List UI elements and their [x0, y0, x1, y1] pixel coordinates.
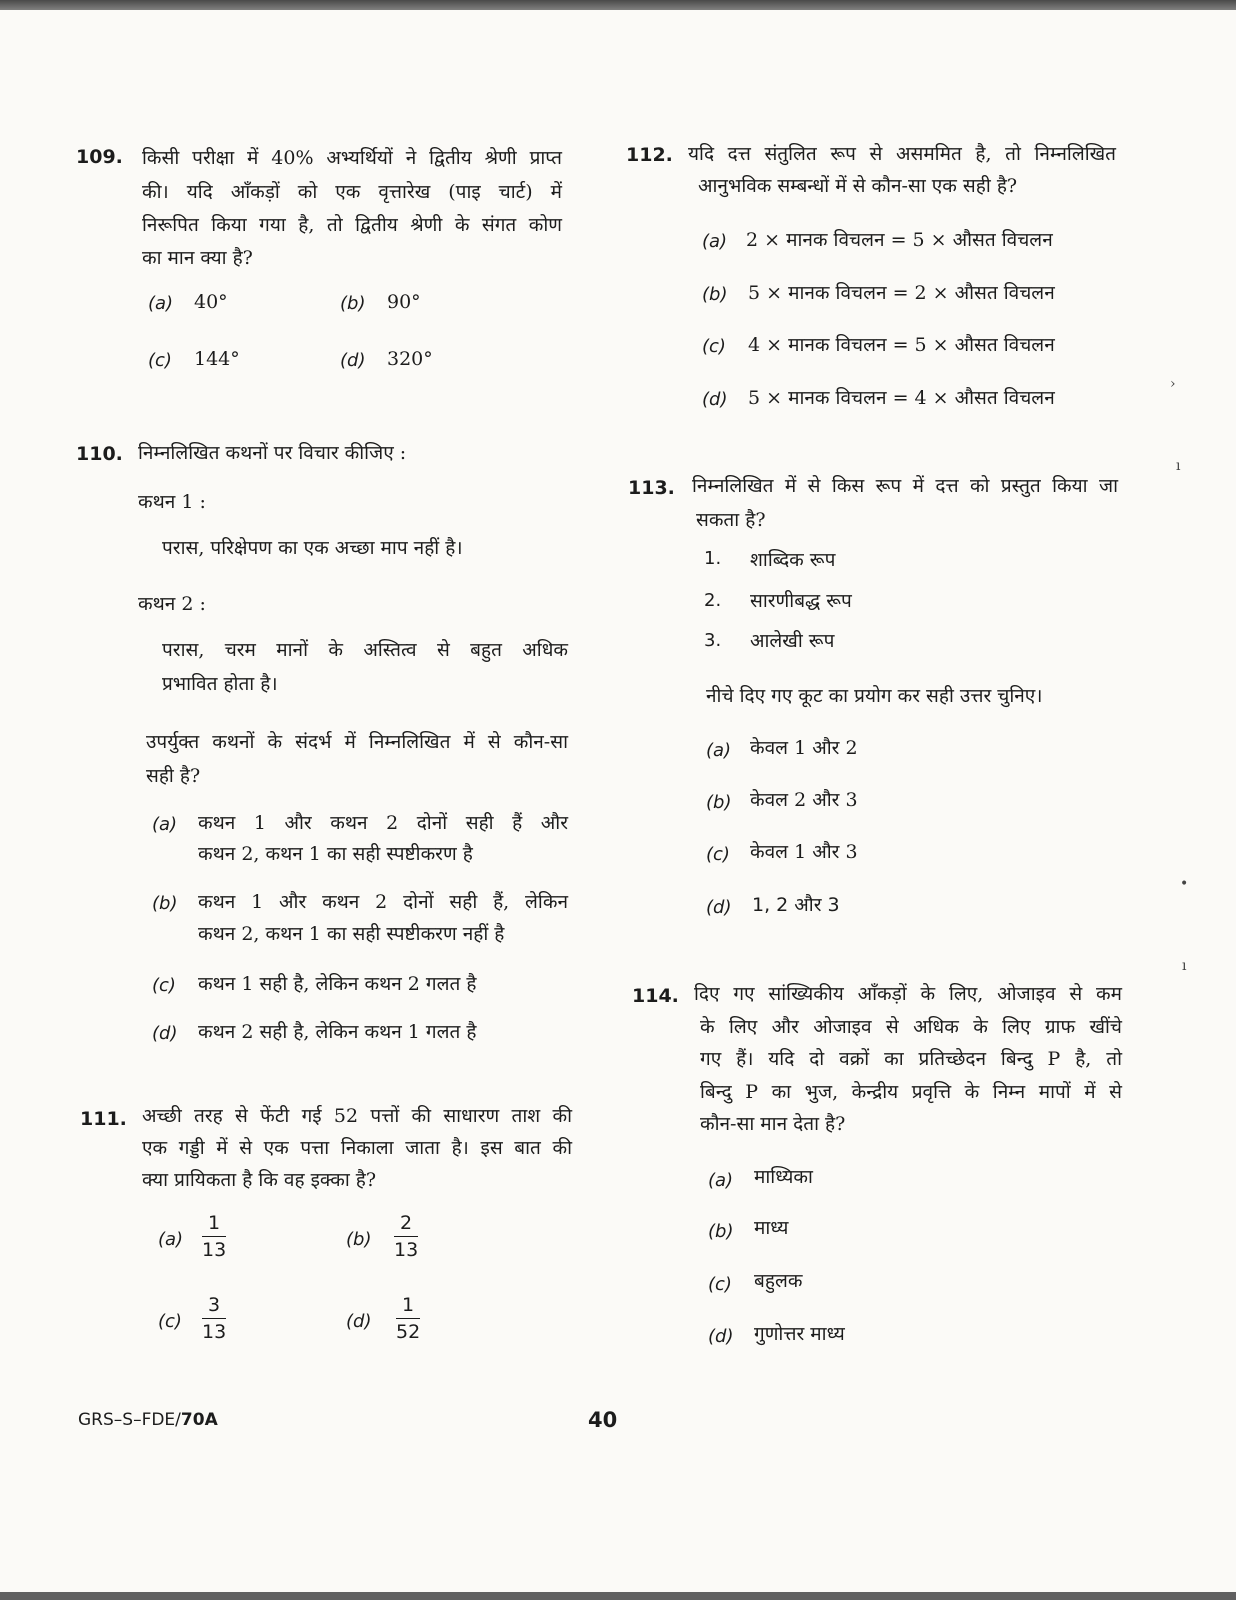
option-text: कथन 1 और कथन 2 दोनों सही हैं और	[198, 812, 568, 834]
question-text-line: आनुभविक सम्बन्धों में से कौन-सा एक सही है?	[698, 175, 1018, 197]
option-label: (b)	[708, 1221, 734, 1242]
option-text: कथन 1 और कथन 2 दोनों सही हैं, लेकिन	[198, 891, 568, 913]
question-text-line: अच्छी तरह से फेंटी गई 52 पत्तों की साधारण ताश की	[142, 1105, 572, 1127]
question-number: 114.	[632, 985, 679, 1007]
option-text: 1, 2 और 3	[752, 894, 840, 916]
denominator: 13	[202, 1239, 227, 1261]
statement-2-text: प्रभावित होता है।	[162, 673, 278, 695]
option-label: (c)	[708, 1274, 732, 1295]
numerator: 2	[394, 1212, 418, 1237]
question-text-line: निरूपित किया गया है, तो द्वितीय श्रेणी के संगत कोण	[142, 214, 562, 236]
numerator: 3	[202, 1294, 226, 1319]
option-label: (d)	[708, 1326, 734, 1347]
question-number: 110.	[76, 443, 123, 465]
scan-mark: ›	[1170, 376, 1176, 392]
question-text-line: की। यदि आँकड़ों को एक वृत्तारेख (पाइ चार्ट) में	[142, 181, 562, 203]
item-text: सारणीबद्ध रूप	[750, 590, 852, 612]
denominator: 13	[394, 1239, 419, 1261]
option-text: 5 × मानक विचलन = 2 × औसत विचलन	[748, 282, 1055, 304]
question-text-line: कौन-सा मान देता है?	[700, 1113, 846, 1135]
option-label: (d)	[152, 1023, 178, 1044]
option-label: (d)	[706, 897, 732, 918]
item-number: 3.	[704, 630, 722, 651]
question-text-line: सकता है?	[696, 509, 766, 531]
question-number: 109.	[76, 146, 123, 168]
option-label: (d)	[702, 389, 728, 410]
statement-2-label: कथन 2 :	[138, 593, 206, 615]
option-label: (c)	[158, 1311, 182, 1332]
statement-1-text: परास, परिक्षेपण का एक अच्छा माप नहीं है।	[162, 537, 463, 559]
item-text: शाब्दिक रूप	[750, 549, 836, 571]
option-label: (c)	[148, 350, 172, 371]
question-text-line: का मान क्या है?	[142, 247, 253, 269]
scan-mark: ı	[1176, 458, 1181, 474]
question-text-line: एक गड्डी में से एक पत्ता निकाला जाता है। इस बात की	[142, 1137, 572, 1159]
option-label: (d)	[340, 350, 366, 371]
question-number: 111.	[80, 1108, 127, 1130]
option-text: 2 × मानक विचलन = 5 × औसत विचलन	[746, 229, 1053, 251]
scan-mark: ı	[1182, 958, 1187, 974]
option-text: बहुलक	[754, 1270, 803, 1292]
option-label: (a)	[706, 740, 732, 761]
option-text: गुणोत्तर माध्य	[754, 1323, 845, 1345]
fraction	[202, 1212, 226, 1261]
question-text-line: दिए गए सांख्यिकीय आँकड़ों के लिए, ओजाइव से कम	[694, 983, 1122, 1005]
option-text: 5 × मानक विचलन = 4 × औसत विचलन	[748, 387, 1055, 409]
instruction-text: नीचे दिए गए कूट का प्रयोग कर सही उत्तर चुनिए।	[706, 685, 1043, 707]
option-text: माध्य	[754, 1217, 789, 1239]
question-text-line: के लिए और ओजाइव से अधिक के लिए ग्राफ खींचे	[700, 1016, 1122, 1038]
option-text: कथन 2, कथन 1 का सही स्पष्टीकरण नहीं है	[198, 923, 505, 945]
top-scan-edge	[0, 0, 1236, 10]
question-text-line: गए हैं। यदि दो वक्रों का प्रतिच्छेदन बिन्दु P है, तो	[700, 1048, 1122, 1070]
fraction	[394, 1212, 418, 1261]
option-text: कथन 2, कथन 1 का सही स्पष्टीकरण है	[198, 843, 473, 865]
paper-code-suffix: 70A	[180, 1410, 218, 1430]
question-text-line: बिन्दु P का भुज, केन्द्रीय प्रवृत्ति के निम्न मापों में से	[700, 1081, 1122, 1103]
option-text: 144°	[194, 348, 240, 370]
question-text-line: उपर्युक्त कथनों के संदर्भ में निम्नलिखित में से कौन-सा	[146, 731, 568, 753]
item-number: 1.	[704, 548, 722, 569]
denominator: 13	[202, 1321, 227, 1343]
option-label: (a)	[152, 814, 178, 835]
option-label: (b)	[706, 792, 732, 813]
item-number: 2.	[704, 590, 722, 611]
question-text-line: निम्नलिखित कथनों पर विचार कीजिए :	[138, 442, 407, 464]
denominator: 52	[396, 1321, 421, 1343]
option-label: (b)	[152, 893, 178, 914]
question-text-line: क्या प्रायिकता है कि वह इक्का है?	[142, 1169, 377, 1191]
option-text: 4 × मानक विचलन = 5 × औसत विचलन	[748, 334, 1055, 356]
paper-code	[78, 1410, 218, 1430]
question-text-line: सही है?	[146, 765, 201, 787]
option-text: केवल 1 और 3	[750, 841, 858, 863]
option-text: 90°	[387, 291, 421, 313]
option-text: 320°	[387, 348, 433, 370]
fraction	[202, 1294, 226, 1343]
option-label: (c)	[152, 975, 176, 996]
numerator: 1	[396, 1294, 420, 1319]
page-number: 40	[588, 1408, 618, 1432]
question-number: 112.	[626, 144, 673, 166]
bottom-scan-edge	[0, 1592, 1236, 1600]
option-text: कथन 1 सही है, लेकिन कथन 2 गलत है	[198, 973, 477, 995]
question-number: 113.	[628, 477, 675, 499]
statement-2-text: परास, चरम मानों के अस्तित्व से बहुत अधिक	[162, 639, 568, 661]
question-text-line: निम्नलिखित में से किस रूप में दत्त को प्रस्तुत किया जा	[692, 475, 1118, 497]
option-text: केवल 1 और 2	[750, 737, 858, 759]
scan-mark: •	[1180, 876, 1189, 892]
item-text: आलेखी रूप	[750, 630, 835, 652]
question-text-line: यदि दत्त संतुलित रूप से असममित है, तो निम्नलिखित	[688, 143, 1116, 165]
option-text: केवल 2 और 3	[750, 789, 858, 811]
statement-1-label: कथन 1 :	[138, 491, 206, 513]
option-label: (d)	[346, 1311, 372, 1332]
option-label: (a)	[158, 1229, 184, 1250]
option-label: (a)	[148, 293, 174, 314]
option-label: (a)	[702, 231, 728, 252]
fraction	[396, 1294, 420, 1343]
option-label: (c)	[706, 844, 730, 865]
option-label: (a)	[708, 1170, 734, 1191]
numerator: 1	[202, 1212, 226, 1237]
option-label: (c)	[702, 336, 726, 357]
option-text: 40°	[194, 291, 228, 313]
option-text: कथन 2 सही है, लेकिन कथन 1 गलत है	[198, 1021, 477, 1043]
question-text-line: किसी परीक्षा में 40% अभ्यर्थियों ने द्वितीय श्रेणी प्राप्त	[142, 147, 562, 169]
option-label: (b)	[340, 293, 366, 314]
paper-code-prefix: GRS–S–FDE/	[78, 1410, 181, 1430]
option-label: (b)	[346, 1229, 372, 1250]
option-label: (b)	[702, 284, 728, 305]
option-text: माध्यिका	[754, 1166, 813, 1188]
